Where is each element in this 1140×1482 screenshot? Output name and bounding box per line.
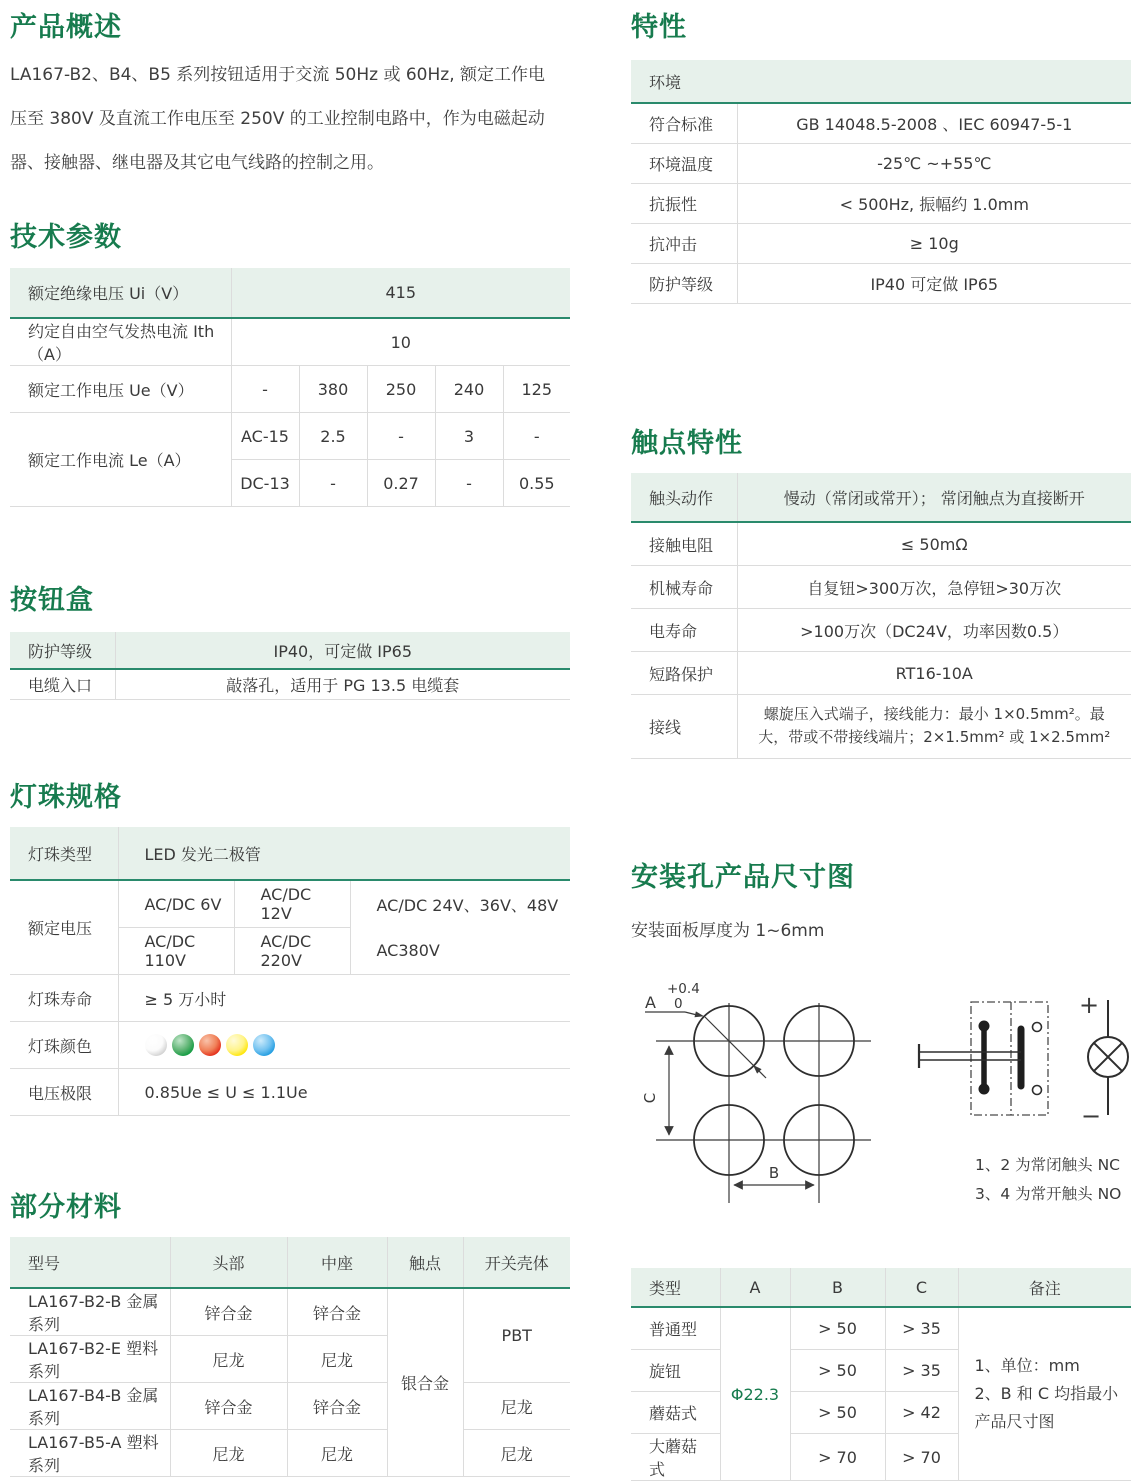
contact-schematic-diagram [911, 985, 1131, 1130]
cell-value: AC/DC 110V [118, 928, 234, 975]
white-led-ball [145, 1034, 167, 1056]
cell-label: 短路保护 [631, 652, 737, 695]
cell-value: LED 发光二极管 [118, 827, 570, 880]
actuator-plunger [919, 1044, 1021, 1068]
dim-tolerance-lower: 0 [674, 996, 683, 1012]
cell-label: 抗振性 [631, 184, 737, 224]
cell-type: 普通型 [631, 1307, 720, 1350]
cell-value: 0.27 [367, 460, 435, 507]
table-row [10, 1237, 570, 1288]
section-tech-params [10, 220, 570, 507]
cell-model: LA167-B5-A 塑料系列 [10, 1430, 170, 1477]
table-row [10, 268, 570, 318]
dim-label-a: A [645, 993, 656, 1012]
group-header: 环境 [631, 60, 1131, 103]
cell-model: LA167-B2-B 金属系列 [10, 1288, 170, 1336]
cell-value: AC/DC 12V [234, 880, 350, 928]
table-row [631, 473, 1131, 522]
cell-value: AC/DC 6V [118, 880, 234, 928]
table-row [631, 184, 1131, 224]
cell-label: 机械寿命 [631, 566, 737, 609]
table-row [10, 827, 570, 880]
polarity-minus-label: − [1081, 1102, 1102, 1130]
table-row [631, 566, 1131, 609]
section-mounting [631, 860, 1131, 1227]
dimensions-table [631, 1268, 1131, 1481]
cell-label: 灯珠类型 [10, 827, 118, 880]
section-dimensions [631, 1268, 1131, 1481]
table-row [631, 1307, 1131, 1350]
section-overview [10, 10, 570, 185]
cell-value: ≤ 50mΩ [737, 522, 1131, 566]
cell-value: 250 [367, 366, 435, 413]
table-row [10, 1383, 570, 1430]
cell-value: - [299, 460, 367, 507]
dim-tolerance-upper: +0.4 [667, 981, 700, 997]
cell-label: 额定电压 [10, 880, 118, 975]
section-led-specs [10, 780, 570, 1116]
cell-value: 415 [231, 268, 570, 318]
section-contact-specs [631, 426, 1131, 759]
contact-specs-table [631, 473, 1131, 759]
nc-contact-symbol [979, 1021, 990, 1095]
column-header: C [885, 1268, 958, 1307]
cell-value: 螺旋压入式端子，接线能力：最小 1×0.5mm²。最大，带或不带接线端片；2×1.5mm² 或 1×2.5mm² [737, 695, 1131, 759]
cell-value: > 50 [790, 1392, 885, 1434]
section-title-tech-params: 技术参数 [10, 222, 122, 253]
mounting-hole-circles [694, 1006, 854, 1175]
section-title-features: 特性 [631, 12, 687, 43]
table-row [10, 366, 570, 413]
table-row [10, 669, 570, 700]
cell-value: 锌合金 [170, 1288, 287, 1336]
section-title-button-box: 按钮盒 [10, 585, 94, 616]
cell-label: 防护等级 [631, 264, 737, 304]
cell-label: 灯珠寿命 [10, 975, 118, 1022]
cell-value: 锌合金 [287, 1383, 387, 1430]
no-contact-symbol [1033, 1023, 1042, 1095]
section-title-overview: 产品概述 [10, 12, 122, 43]
cell-label: 额定工作电压 Ue（V） [10, 366, 231, 413]
led-specs-table [10, 827, 570, 1116]
materials-table [10, 1237, 570, 1477]
section-title-contact-specs: 触点特性 [631, 428, 743, 459]
cell-label: 灯珠颜色 [10, 1022, 118, 1069]
cell-shell-material: PBT [463, 1288, 570, 1383]
cell-label: 电压极限 [10, 1069, 118, 1116]
column-header: A [720, 1268, 790, 1307]
blue-led-ball [253, 1034, 275, 1056]
cell-label: 额定绝缘电压 Ui（V） [10, 268, 231, 318]
cell-value: 尼龙 [170, 1336, 287, 1383]
cell-value: >100万次（DC24V，功率因数0.5） [737, 609, 1131, 652]
cell-model: LA167-B4-B 金属系列 [10, 1383, 170, 1430]
column-header: 开关壳体 [463, 1237, 570, 1288]
cell-notes [958, 1307, 1131, 1481]
led-color-balls [145, 1034, 563, 1056]
cell-value: ≥ 5 万小时 [118, 975, 570, 1022]
cell-label: 电缆入口 [10, 669, 115, 700]
cell-label: 符合标准 [631, 103, 737, 144]
cell-sublabel: AC-15 [231, 413, 299, 460]
cell-value: AC/DC 24V、36V、48V [350, 880, 570, 928]
section-features [631, 10, 1131, 304]
cell-value: 敲落孔，适用于 PG 13.5 电缆套 [115, 669, 570, 700]
column-header: B [790, 1268, 885, 1307]
cell-value: > 50 [790, 1350, 885, 1392]
table-row [10, 632, 570, 669]
table-row [10, 975, 570, 1022]
cell-value: 自复钮>300万次，急停钮>30万次 [737, 566, 1131, 609]
cell-value: -25℃ ~+55℃ [737, 144, 1131, 184]
cell-value: RT16-10A [737, 652, 1131, 695]
green-led-ball [172, 1034, 194, 1056]
section-button-box [10, 583, 570, 700]
cell-label: 电寿命 [631, 609, 737, 652]
column-header: 中座 [287, 1237, 387, 1288]
cell-value: - [231, 366, 299, 413]
cell-type: 蘑菇式 [631, 1392, 720, 1434]
cell-value: 0.55 [503, 460, 570, 507]
cell-value: > 35 [885, 1307, 958, 1350]
cell-sublabel: DC-13 [231, 460, 299, 507]
yellow-led-ball [226, 1034, 248, 1056]
cell-label: 约定自由空气发热电流 Ith（A） [10, 318, 231, 366]
column-header: 备注 [958, 1268, 1131, 1307]
cell-value: IP40 可定做 IP65 [737, 264, 1131, 304]
cell-value: - [367, 413, 435, 460]
cell-value: < 500Hz, 振幅约 1.0mm [737, 184, 1131, 224]
cell-value: 锌合金 [287, 1288, 387, 1336]
cell-shell-material: 尼龙 [463, 1383, 570, 1430]
table-row [631, 224, 1131, 264]
cell-label: 接线 [631, 695, 737, 759]
cell-label: 抗冲击 [631, 224, 737, 264]
cell-value: 380 [299, 366, 367, 413]
cell-label: 触头动作 [631, 473, 737, 522]
cell-contact-material: 银合金 [387, 1288, 463, 1477]
cell-value: 2.5 [299, 413, 367, 460]
section-title-materials: 部分材料 [10, 1192, 122, 1223]
column-header: 触点 [387, 1237, 463, 1288]
cell-value: > 70 [885, 1434, 958, 1481]
cell-value: > 70 [790, 1434, 885, 1481]
table-row [10, 1069, 570, 1116]
cell-value: 240 [435, 366, 503, 413]
cell-led-colors [118, 1022, 570, 1069]
note-line: 2、B 和 C 均指最小产品尺寸图 [974, 1384, 1119, 1431]
caption-nc: 1、2 为常闭触头 NC [975, 1156, 1120, 1174]
cell-value: 3 [435, 413, 503, 460]
cell-value: - [435, 460, 503, 507]
cell-label: 环境温度 [631, 144, 737, 184]
cell-value: ≥ 10g [737, 224, 1131, 264]
table-row [631, 522, 1131, 566]
cell-value: > 35 [885, 1350, 958, 1392]
section-title-led-specs: 灯珠规格 [10, 782, 122, 813]
red-led-ball [199, 1034, 221, 1056]
table-row [631, 103, 1131, 144]
cell-shell-material: 尼龙 [463, 1430, 570, 1477]
dim-label-c: C [641, 1092, 659, 1104]
cell-type: 旋钮 [631, 1350, 720, 1392]
table-row [10, 880, 570, 928]
section-title-mounting: 安装孔产品尺寸图 [631, 862, 855, 893]
tech-params-table [10, 268, 570, 507]
cell-value: - [503, 413, 570, 460]
table-row [631, 652, 1131, 695]
mounting-diagrams [631, 975, 1131, 1227]
note-line: 1、单位：mm [974, 1356, 1080, 1375]
cell-model: LA167-B2-E 塑料系列 [10, 1336, 170, 1383]
cell-value: 尼龙 [287, 1336, 387, 1383]
contact-captions [975, 1151, 1121, 1209]
mounting-holes-diagram [631, 975, 901, 1227]
column-header: 头部 [170, 1237, 287, 1288]
cell-label: 额定工作电流 Le（A） [10, 413, 231, 507]
table-row [631, 144, 1131, 184]
table-row [10, 1430, 570, 1477]
cell-value: AC380V [350, 928, 570, 975]
cell-value: > 50 [790, 1307, 885, 1350]
cell-value: 慢动（常闭或常开）； 常闭触点为直接断开 [737, 473, 1131, 522]
cell-value: > 42 [885, 1392, 958, 1434]
cell-label: 接触电阻 [631, 522, 737, 566]
caption-no: 3、4 为常开触头 NO [975, 1185, 1122, 1203]
overview-body: LA167-B2、B4、B5 系列按钮适用于交流 50Hz 或 60Hz, 额定工作电压至 380V 及直流工作电压至 250V 的工业控制电路中，作为电磁起动器、接触器、继电器及其它电气线路的控制之用。 [10, 65, 546, 173]
table-row [631, 609, 1131, 652]
section-materials [10, 1190, 570, 1477]
dim-label-b: B [768, 1164, 780, 1182]
column-header: 型号 [10, 1237, 170, 1288]
table-row [10, 413, 570, 460]
cell-value: GB 14048.5-2008 、IEC 60947-5-1 [737, 103, 1131, 144]
table-row [631, 1268, 1131, 1307]
polarity-plus-label: + [1079, 991, 1100, 1019]
table-row [10, 1022, 570, 1069]
cell-value: 10 [231, 318, 570, 366]
column-header: 类型 [631, 1268, 720, 1307]
cell-value: IP40，可定做 IP65 [115, 632, 570, 669]
cell-diameter-a: Φ22.3 [720, 1307, 790, 1481]
cell-value: 锌合金 [170, 1383, 287, 1430]
table-row [10, 318, 570, 366]
table-row [631, 60, 1131, 103]
cell-value: AC/DC 220V [234, 928, 350, 975]
features-table [631, 60, 1131, 304]
button-box-table [10, 632, 570, 700]
cell-type: 大蘑菇式 [631, 1434, 720, 1481]
table-row [631, 695, 1131, 759]
cell-value: 0.85Ue ≤ U ≤ 1.1Ue [118, 1069, 570, 1116]
cell-label: 防护等级 [10, 632, 115, 669]
cell-value: 125 [503, 366, 570, 413]
cell-value: 尼龙 [170, 1430, 287, 1477]
table-row [631, 264, 1131, 304]
mounting-subtitle: 安装面板厚度为 1~6mm [631, 921, 825, 941]
cell-value: 尼龙 [287, 1430, 387, 1477]
table-row [10, 1288, 570, 1336]
